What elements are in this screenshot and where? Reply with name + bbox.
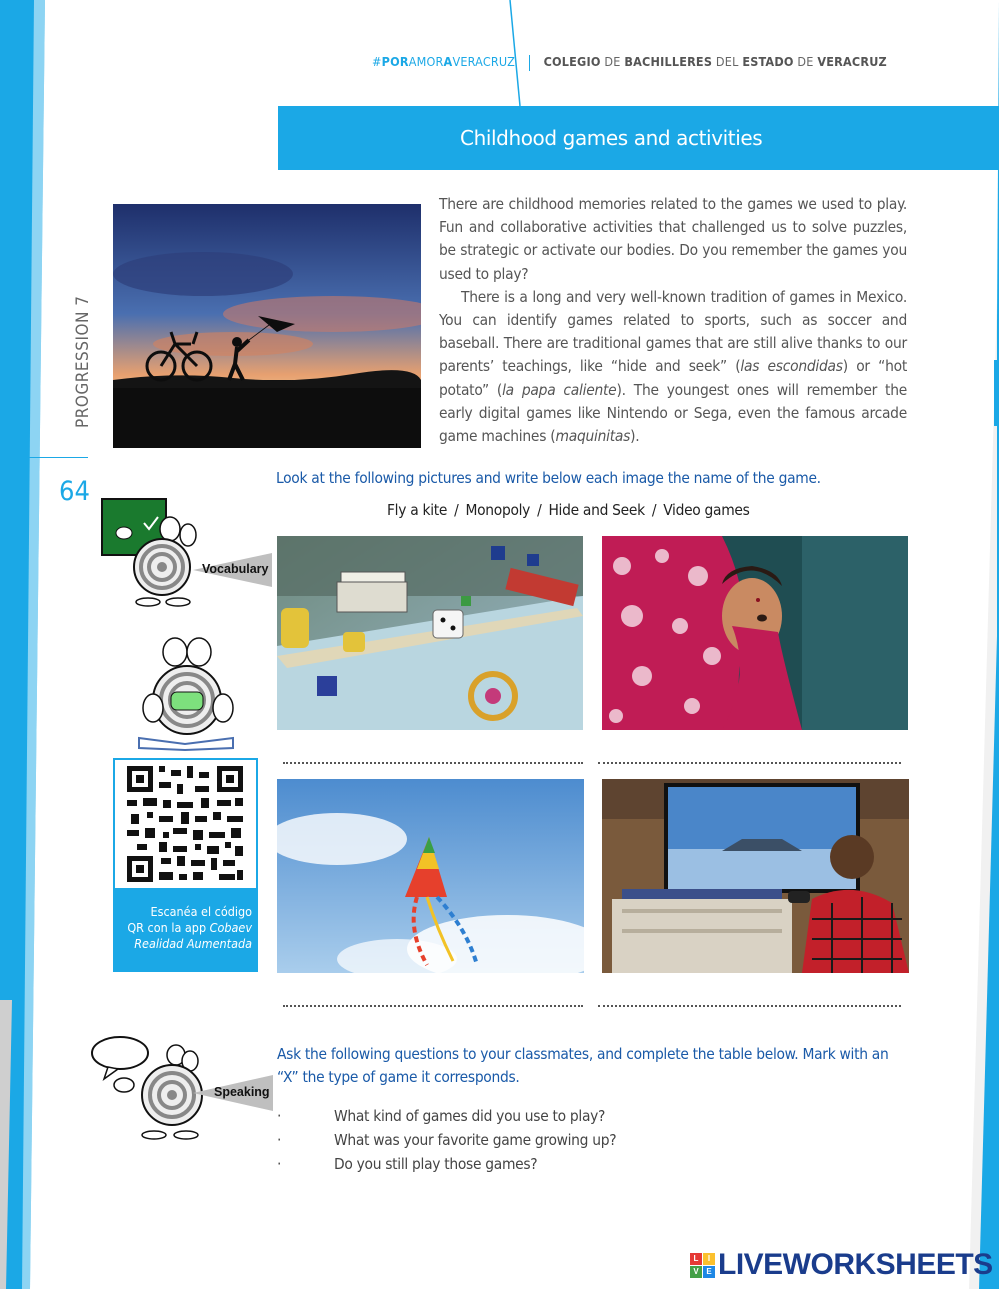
monopoly-photo (277, 536, 583, 730)
intro-paragraph-2: There is a long and very well-known tradition of games in Mexico. You can identify games related to sports, such as soccer and baseball. There are traditional games that are still alive thanks to our parents’ teachings, like “hide and seek” (las escondidas) or “hot potato” (la papa caliente). The youngest ones will remember the early digital games like Nintendo or Sega, even the famous arcade game machines (maquinitas). (439, 287, 908, 446)
section-title: Childhood games and activities (460, 126, 763, 150)
speaking-mascot-icon (90, 1033, 208, 1143)
kite-sunset-photo (113, 204, 421, 448)
page-edge-tab (994, 360, 999, 426)
word-bank: Fly a kite / Monopoly / Hide and Seek / Video games (387, 501, 750, 519)
speaking-label: Speaking (214, 1085, 270, 1099)
question-item: · What was your favorite game growing up? (277, 1128, 616, 1152)
intro-paragraph-1: There are childhood memories related to the games we used to play. Fun and collaborative activities that challenged us to solve puzzles, be strategic or activate our bodies. Do you remember the games you used to play? (439, 195, 907, 283)
hide-and-seek-photo (602, 536, 908, 730)
qr-code[interactable] (115, 760, 256, 888)
page-header (372, 54, 887, 71)
left-page-stripe (0, 0, 45, 1289)
speaking-instruction: Ask the following questions to your classmates, and complete the table below. Mark with an “X” the type of game it corresponds. (277, 1045, 889, 1087)
qr-code-box (113, 758, 258, 972)
answer-line-monopoly[interactable] (283, 754, 583, 764)
header-separator (529, 55, 530, 71)
qr-caption: Escanéa el código QR con la app Cobaev Realidad Aumentada (113, 890, 258, 972)
liveworksheets-logo[interactable] (690, 1247, 993, 1283)
reading-mascot-icon (135, 634, 237, 752)
page-number: 64 (59, 476, 90, 507)
side-rule (12, 457, 88, 458)
vocabulary-mascot-icon (100, 497, 205, 609)
answer-line-hide-and-seek[interactable] (598, 754, 901, 764)
liveworksheets-text: LIVEWORKSHEETS (718, 1248, 993, 1281)
intro-text (439, 193, 907, 448)
word-bank-item: Video games (663, 501, 750, 519)
video-games-photo (602, 779, 909, 973)
question-item: · Do you still play those games? (277, 1152, 616, 1176)
qr-code-frame (113, 758, 258, 890)
liveworksheets-logo-icon: L I V E (690, 1253, 715, 1278)
vocabulary-label: Vocabulary (202, 562, 269, 576)
fly-a-kite-photo (277, 779, 584, 973)
answer-line-video-games[interactable] (598, 997, 901, 1007)
hashtag: #PORAMORAVERACRUZ (372, 54, 516, 69)
progression-label: PROGRESSION 7 (73, 295, 93, 428)
question-list (277, 1104, 616, 1176)
word-bank-item: Monopoly (465, 501, 531, 519)
picture-instruction: Look at the following pictures and write below each image the name of the game. (276, 469, 821, 487)
word-bank-item: Hide and Seek (548, 501, 645, 519)
question-item: · What kind of games did you use to play? (277, 1104, 616, 1128)
right-page-stripe (939, 0, 999, 1289)
college-name: COLEGIO DE BACHILLERES DEL ESTADO DE VERACRUZ (543, 54, 887, 69)
header-diagonal-line (508, 0, 522, 106)
section-title-bar (278, 106, 999, 170)
answer-line-fly-a-kite[interactable] (283, 997, 583, 1007)
word-bank-item: Fly a kite (387, 501, 448, 519)
